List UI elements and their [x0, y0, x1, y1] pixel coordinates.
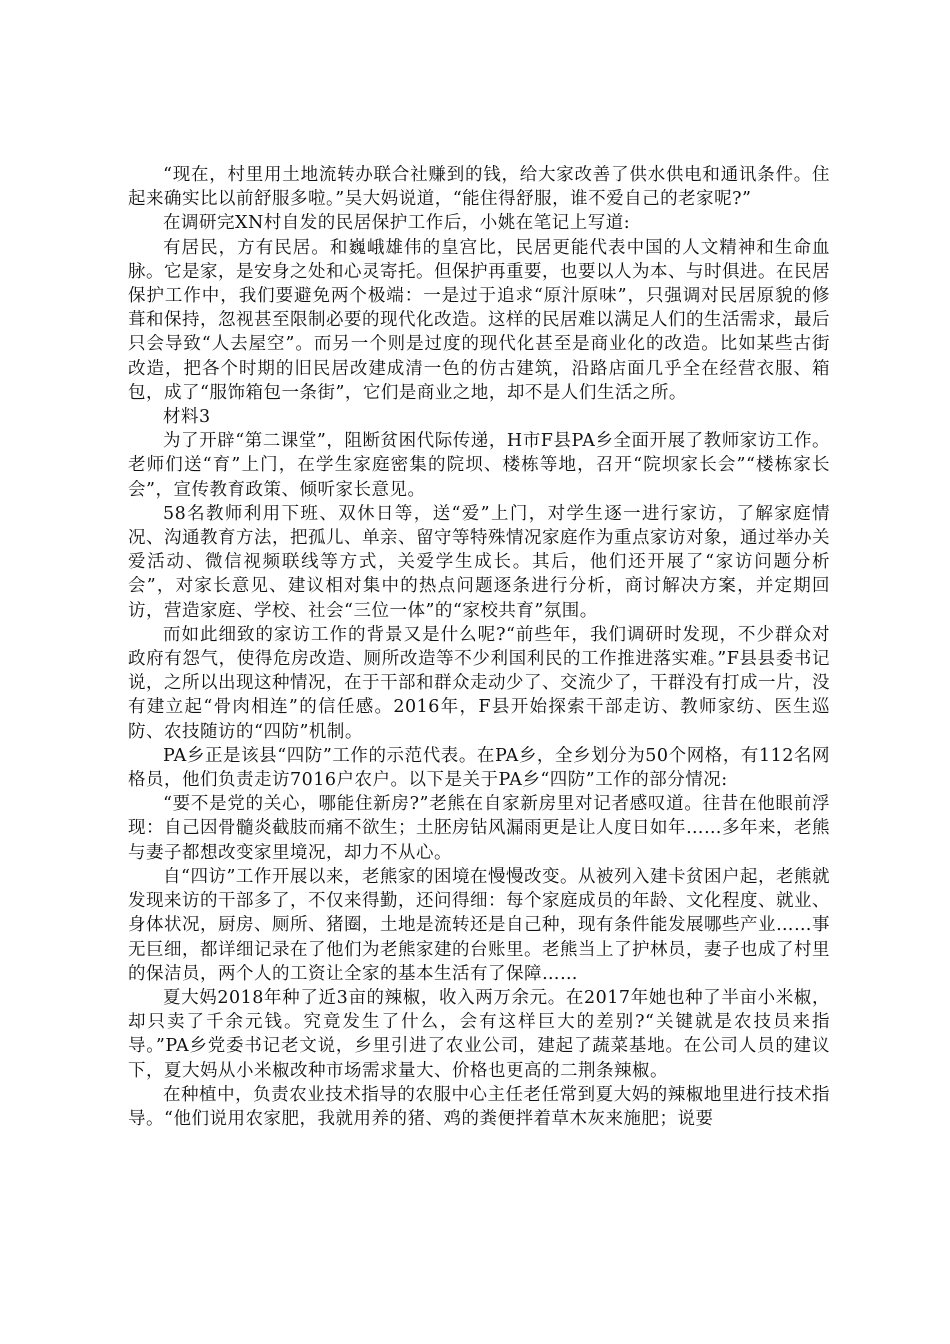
paragraph-12: 在种植中，负责农业技术指导的农服中心主任老任常到夏大妈的辣椒地里进行技术指导。“他们说用农家肥，我就用养的猪、鸡的粪便拌着草木灰来施肥；说要	[128, 1084, 830, 1129]
paragraph-8: PA乡正是该县“四防”工作的示范代表。在PA乡，全乡划分为50个网格，有112名网格员，他们负责走访7016户农户。以下是关于PA乡“四防”工作的部分情况:	[128, 745, 830, 791]
section-heading-material-3: 材料3	[163, 407, 211, 428]
paragraph-6: 58名教师利用下班、双休日等，送“爱”上门，对学生逐一进行家访，了解家庭情况、沟通教育方法，把孤儿、单亲、留守等特殊情况家庭作为重点家访对象，通过举办关爱活动、微信视频联线等方式，关爱学生成长。其后，他们还开展了“家访问题分析会”，对家长意见、建议相对集中的热点问题逐条进行分析，商讨解决方案，并定期回访，营造家庭、学校、社会“三位一体”的“家校共育”氛围。	[128, 503, 830, 621]
paragraph-9: “要不是党的关心，哪能住新房?”老熊在自家新房里对记者感叹道。往昔在他眼前浮现：自己因骨髓炎截肢而痛不欲生；土胚房钻风漏雨更是让人度日如年……多年来，老熊与妻子都想改变家里境况，却力不从心。	[128, 794, 830, 863]
paragraph-7: 而如此细致的家访工作的背景又是什么呢?“前些年，我们调研时发现，不少群众对政府有怨气，使得危房改造、厕所改造等不少利国利民的工作推进落实难。”F县县委书记说，之所以出现这种情况，在于干部和群众走动少了、交流少了，干群没有打成一片，没有建立起“骨肉相连”的信任感。2016年，F县开始探索干部走访、教师家纺、医生巡防、农技随访的“四防”机制。	[128, 624, 830, 742]
paragraph-11: 夏大妈2018年种了近3亩的辣椒，收入两万余元。在2017年她也种了半亩小米椒，却只卖了千余元钱。究竟发生了什么，会有这样巨大的差别?“关键就是农技员来指导。”PA乡党委书记老文说，乡里引进了农业公司，建起了蔬菜基地。在公司人员的建议下，夏大妈从小米椒改种市场需求量大、价格也更高的二荆条辣椒。	[128, 987, 830, 1081]
paragraph-2: 在调研完XN村自发的民居保护工作后，小姚在笔记上写道:	[163, 213, 631, 234]
paragraph-10: 自“四访”工作开展以来，老熊家的困境在慢慢改变。从被列入建卡贫困户起，老熊就发现来访的干部多了，不仅来得勤，还问得细：每个家庭成员的年龄、文化程度、就业、身体状况，厨房、厕所、猪圈，土地是流转还是自己种，现有条件能发展哪些产业……事无巨细，都详细记录在了他们为老熊家建的台账里。老熊当上了护林员，妻子也成了村里的保洁员，两个人的工资让全家的基本生活有了保障……	[128, 866, 830, 984]
document-body	[128, 163, 830, 1131]
paragraph-3: 有居民，方有民居。和巍峨雄伟的皇宫比，民居更能代表中国的人文精神和生命血脉。它是家，是安身之处和心灵寄托。但保护再重要，也要以人为本、与时俱进。在民居保护工作中，我们要避免两个极端：一是过于追求“原汁原味”，只强调对民居原貌的修葺和保持，忽视甚至限制必要的现代化改造。这样的民居难以满足人们的生活需求，最后只会导致“人去屋空”。而另一个则是过度的现代化甚至是商业化的改造。比如某些古街改造，把各个时期的旧民居改建成清一色的仿古建筑，沿路店面几乎全在经营衣服、箱包，成了“服饰箱包一条街”，它们是商业之地，却不是人们生活之所。	[128, 237, 830, 403]
paragraph-1: “现在，村里用土地流转办联合社赚到的钱，给大家改善了供水供电和通讯条件。住起来确实比以前舒服多啦。”吴大妈说道，“能住得舒服，谁不爱自己的老家呢?”	[128, 165, 830, 210]
paragraph-5: 为了开辟“第二课堂”，阻断贫困代际传递，H市F县PA乡全面开展了教师家访工作。老师们送“育”上门，在学生家庭密集的院坝、楼栋等地，召开“院坝家长会”“楼栋家长会”，宣传教育政策、倾听家长意见。	[128, 431, 830, 500]
